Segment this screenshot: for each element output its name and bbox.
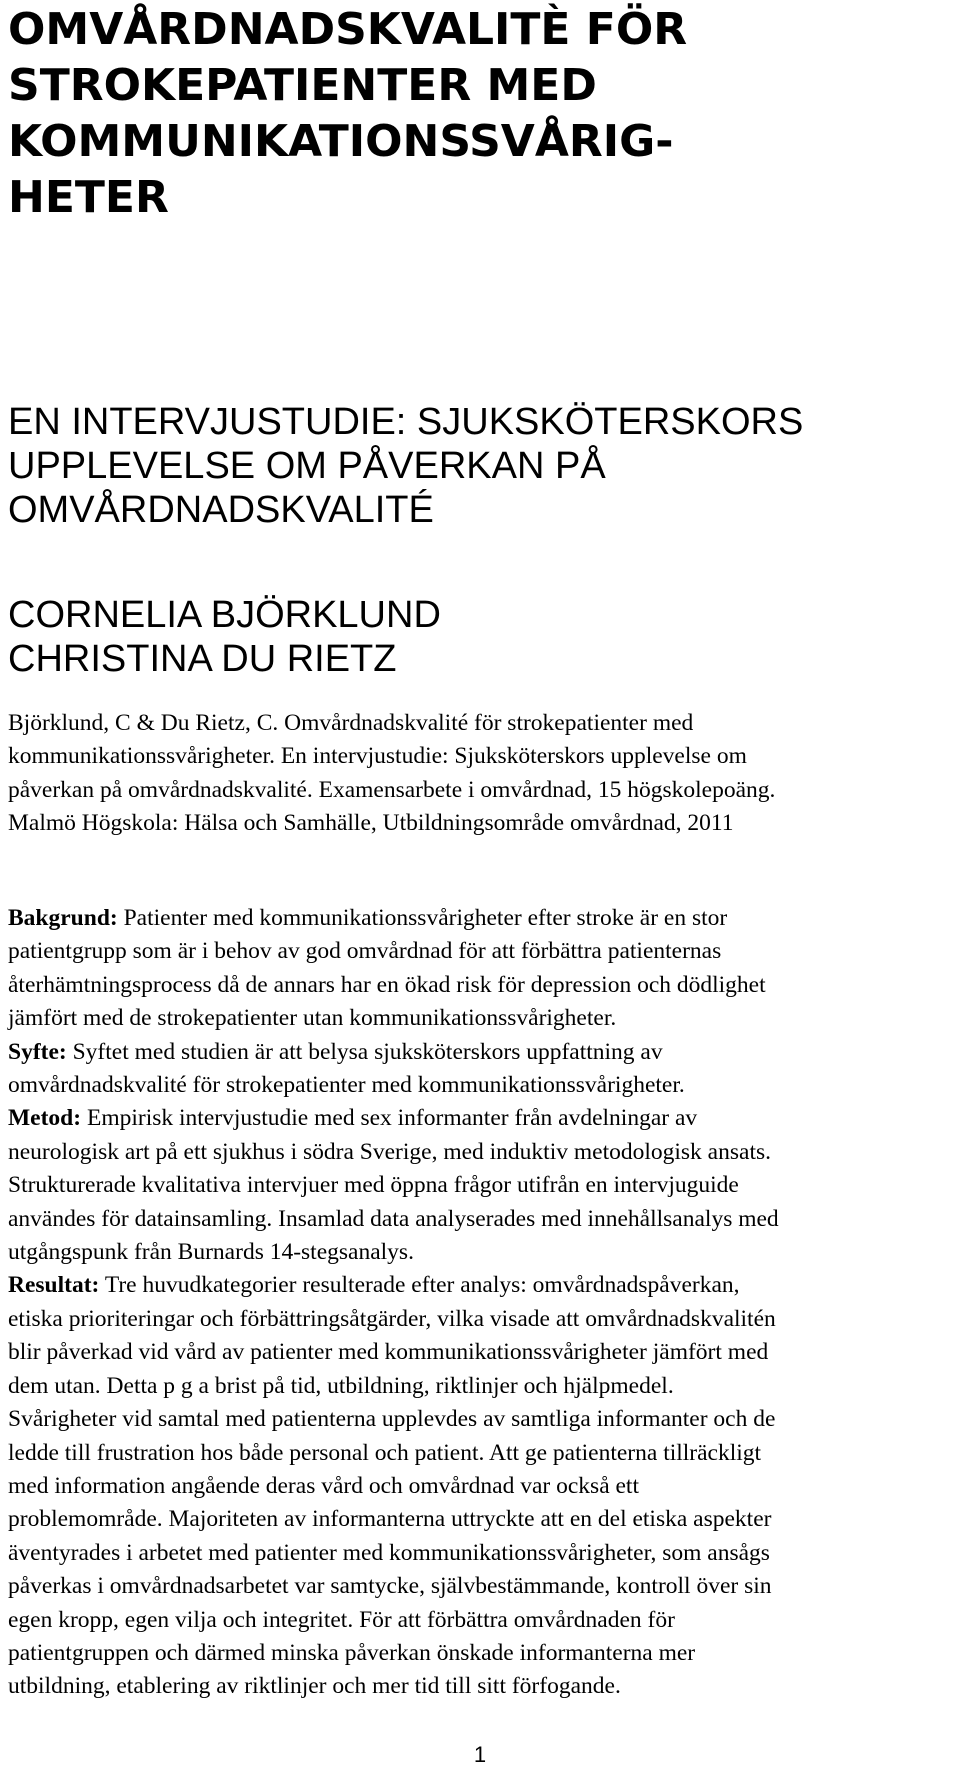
resultat-label: Resultat: xyxy=(8,1272,100,1299)
title-line: HETER xyxy=(8,172,169,223)
abstract-line: omvårdnadskvalité för strokepatienter med kommunikationssvårigheter. xyxy=(8,1072,685,1099)
abstract-line: Svårigheter vid samtal med patienterna upplevdes av samtliga informanter och de xyxy=(8,1406,776,1433)
page-number: 1 xyxy=(473,1742,487,1767)
abstract-section xyxy=(8,902,953,1704)
abstract-line: patientgruppen och därmed minska påverkan önskade informanterna mer xyxy=(8,1639,696,1666)
abstract-line: jämfört med de strokepatienter utan kommunikationssvårigheter. xyxy=(8,1005,617,1032)
metod-text: Empirisk intervjustudie med sex informanter från avdelningar av xyxy=(81,1105,698,1132)
abstract-line xyxy=(8,1102,953,1135)
abstract-line: utgångspunk från Burnards 14-stegsanalys. xyxy=(8,1239,414,1266)
author-name: CHRISTINA DU RIETZ xyxy=(8,638,397,680)
author-list xyxy=(8,593,948,681)
abstract-line: återhämtningsprocess då de annars har en ökad risk för depression och dödlighet xyxy=(8,971,766,998)
subtitle-line: EN INTERVJUSTUDIE: SJUKSKÖTERSKORS xyxy=(8,401,804,443)
citation-line: påverkan på omvårdnadskvalité. Examensarbete i omvårdnad, 15 högskolepoäng. xyxy=(8,776,776,803)
citation-line: Malmö Högskola: Hälsa och Samhälle, Utbildningsområde omvårdnad, 2011 xyxy=(8,810,734,837)
subtitle xyxy=(8,400,948,532)
citation-line: Björklund, C & Du Rietz, C. Omvårdnadskvalité för strokepatienter med xyxy=(8,710,694,736)
citation-line: kommunikationssvårigheter. En intervjustudie: Sjuksköterskors upplevelse om xyxy=(8,743,747,770)
abstract-line: dem utan. Detta p g a brist på tid, utbildning, riktlinjer och hjälpmedel. xyxy=(8,1372,674,1399)
subtitle-line: OMVÅRDNADSKVALITÉ xyxy=(8,489,434,531)
main-title xyxy=(8,2,948,226)
syfte-label: Syfte: xyxy=(8,1038,67,1065)
abstract-line: ledde till frustration hos både personal och patient. Att ge patienterna tillräckligt xyxy=(8,1439,762,1466)
metod-label: Metod: xyxy=(8,1105,82,1132)
abstract-line: utbildning, etablering av riktlinjer och mer tid till sitt förfogande. xyxy=(8,1673,621,1700)
abstract-line: neurologisk art på ett sjukhus i södra Sverige, med induktiv metodologisk ansats. xyxy=(8,1138,771,1165)
resultat-text: Tre huvudkategorier resulterade efter analys: omvårdnadspåverkan, xyxy=(99,1272,740,1299)
syfte-text: Syftet med studien är att belysa sjuksköterskors uppfattning av xyxy=(66,1038,663,1065)
bakgrund-text: Patienter med kommunikationssvårigheter efter stroke är en stor xyxy=(117,905,728,931)
abstract-line: patientgrupp som är i behov av god omvårdnad för att förbättra patienternas xyxy=(8,938,722,965)
abstract-line xyxy=(8,1036,953,1069)
abstract-line: etiska prioriteringar och förbättringsåtgärder, vilka visade att omvårdnadskvalitén xyxy=(8,1305,776,1332)
title-line: OMVÅRDNADSKVALITÈ FÖR xyxy=(8,4,688,55)
bakgrund-label: Bakgrund: xyxy=(8,905,118,931)
title-line: KOMMUNIKATIONSSVÅRIG- xyxy=(8,116,674,167)
abstract-line xyxy=(8,1269,953,1302)
abstract-line: med information angående deras vård och omvårdnad var också ett xyxy=(8,1472,639,1499)
abstract-line: egen kropp, egen vilja och integritet. För att förbättra omvårdnaden för xyxy=(8,1606,675,1633)
abstract-line: blir påverkad vid vård av patienter med kommunikationssvårigheter jämfört med xyxy=(8,1339,769,1366)
subtitle-line: UPPLEVELSE OM PÅVERKAN PÅ xyxy=(8,445,606,487)
author-name: CORNELIA BJÖRKLUND xyxy=(8,594,441,636)
abstract-line: problemområde. Majoriteten av informanterna uttryckte att en del etiska aspekter xyxy=(8,1506,772,1533)
abstract-line: Strukturerade kvalitativa intervjuer med öppna frågor utifrån en intervjuguide xyxy=(8,1172,739,1199)
abstract-line: påverkas i omvårdnadsarbetet var samtycke, självbestämmande, kontroll över sin xyxy=(8,1573,772,1600)
abstract-line xyxy=(8,902,953,935)
citation-paragraph xyxy=(8,707,953,841)
abstract-line: användes för datainsamling. Insamlad data analyserades med innehållsanalys med xyxy=(8,1205,779,1232)
abstract-line: äventyrades i arbetet med patienter med kommunikationssvårigheter, som ansågs xyxy=(8,1539,770,1566)
title-line: STROKEPATIENTER MED xyxy=(8,60,597,111)
